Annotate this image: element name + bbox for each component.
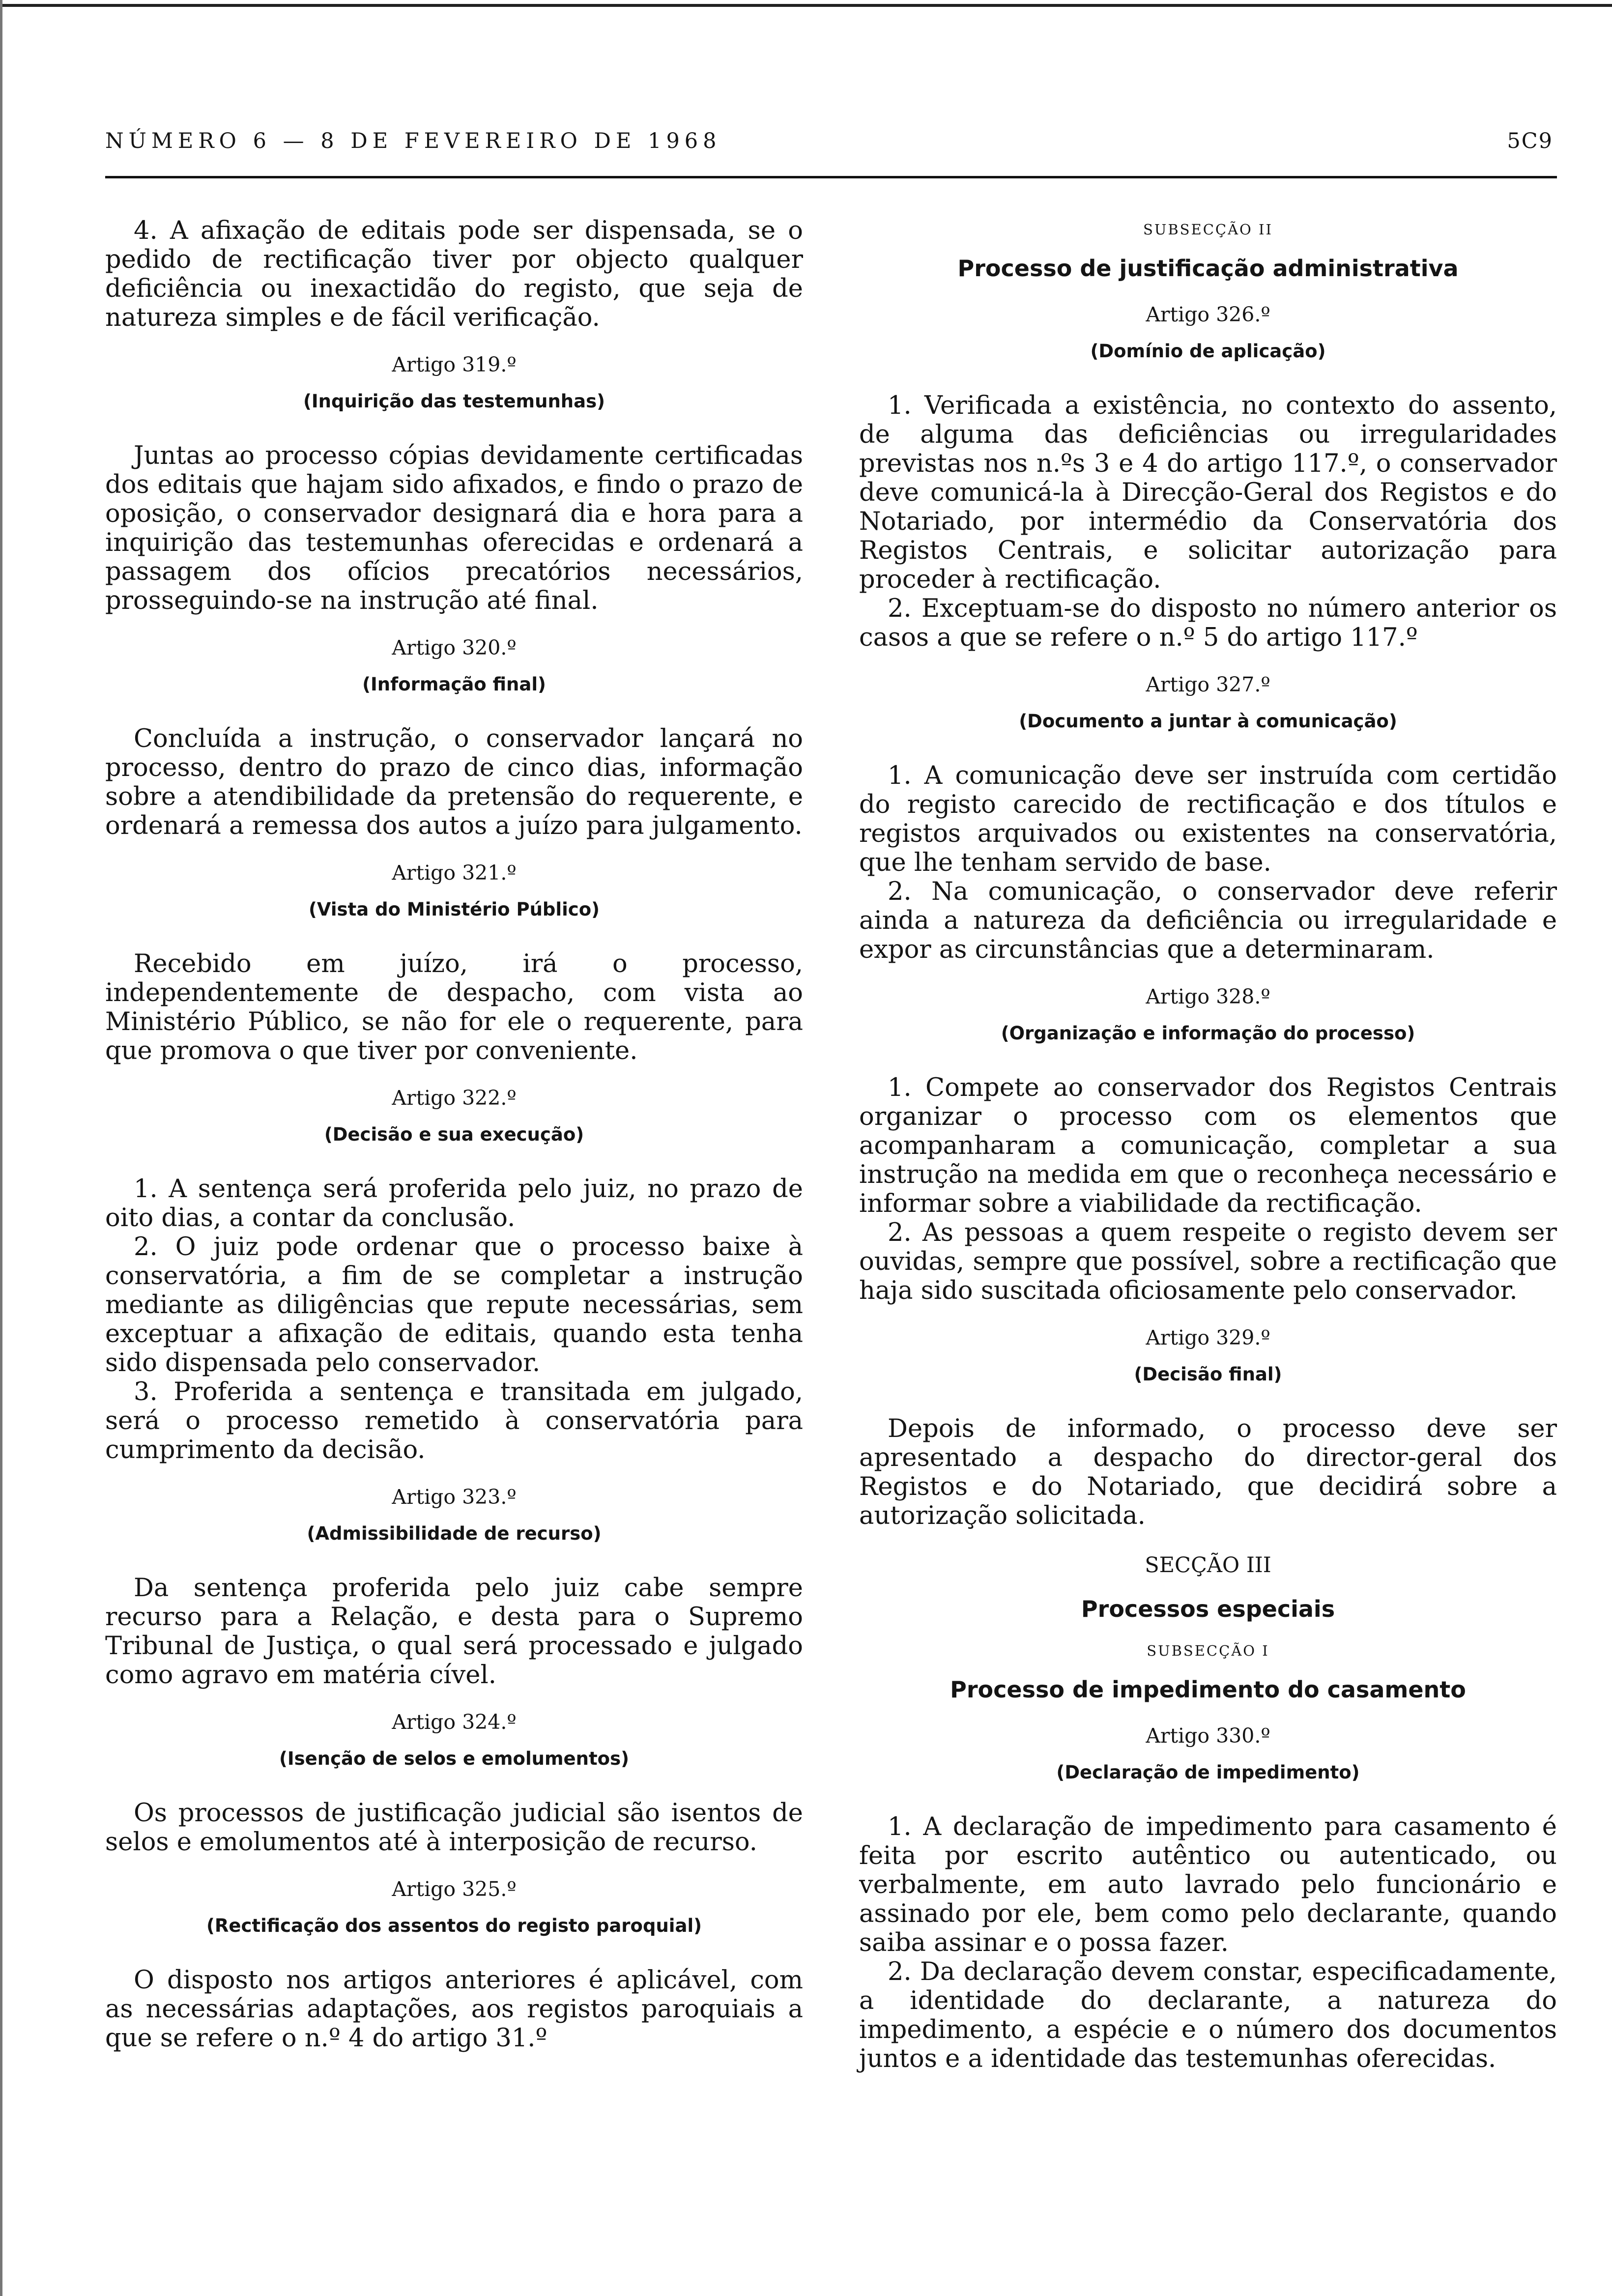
left-column <box>105 216 803 2053</box>
article-number: Artigo 325.º <box>392 1877 517 1901</box>
article-number: Artigo 329.º <box>1146 1326 1270 1349</box>
paragraph: Da sentença proferida pelo juiz cabe sempre recurso para a Relação, e desta para o Supremo Tribunal de Justiça, o qual será processado e julgado como agravo em matéria cível. <box>105 1574 803 1690</box>
header-title: NÚMERO 6 — 8 DE FEVEREIRO DE 1968 <box>105 129 721 153</box>
article-heading: (Rectificação dos assentos do registo paroquial) <box>206 1915 702 1936</box>
article-number: Artigo 327.º <box>1146 673 1270 696</box>
paragraph: 2. Exceptuam-se do disposto no número anterior os casos a que se refere o n.º 5 do artigo 117.º <box>859 594 1557 652</box>
left-border <box>0 0 2 2296</box>
article-number: Artigo 328.º <box>1146 985 1270 1008</box>
article-number: Artigo 330.º <box>1146 1724 1270 1748</box>
paragraph: Concluída a instrução, o conservador lançará no processo, dentro do prazo de cinco dias, informação sobre a atendibilidade da pretensão do requerente, e ordenará a remessa dos autos a juízo para julgamento. <box>105 724 803 840</box>
paragraph: 2. Na comunicação, o conservador deve referir ainda a natureza da deficiência ou irregularidade e expor as circunstâncias que a determinaram. <box>859 877 1557 964</box>
paragraph: 1. A sentença será proferida pelo juiz, no prazo de oito dias, a contar da conclusão. <box>105 1175 803 1233</box>
page-header <box>105 129 1553 163</box>
header-rule <box>105 176 1557 178</box>
section-label: SECÇÃO III <box>1145 1553 1271 1578</box>
article-number: Artigo 319.º <box>392 353 517 376</box>
paragraph: 2. As pessoas a quem respeite o registo devem ser ouvidas, sempre que possível, sobre a rectificação que haja sido suscitada oficiosamente pelo conservador. <box>859 1218 1557 1305</box>
article-number: Artigo 324.º <box>392 1710 517 1734</box>
article-heading: (Isenção de selos e emolumentos) <box>279 1748 629 1769</box>
article-number: Artigo 323.º <box>392 1485 517 1509</box>
process-title: Processo de justificação administrativa <box>957 255 1459 282</box>
article-heading: (Decisão final) <box>1134 1364 1282 1385</box>
article-heading: (Documento a juntar à comunicação) <box>1019 711 1397 732</box>
paragraph: 2. O juiz pode ordenar que o processo baixe à conservatória, a fim de se completar a instrução mediante as diligências que repute necessárias, sem exceptuar a afixação de editais, quando esta tenha sido dispensada pelo conservador. <box>105 1233 803 1378</box>
article-number: Artigo 320.º <box>392 636 517 660</box>
article-heading: (Decisão e sua execução) <box>324 1124 584 1145</box>
right-column <box>859 216 1557 2073</box>
subsection-label: SUBSECÇÃO I <box>1147 1642 1269 1659</box>
article-heading: (Domínio de aplicação) <box>1090 341 1326 362</box>
article-heading: (Admissibilidade de recurso) <box>307 1523 602 1544</box>
top-border <box>0 4 1612 7</box>
article-heading: (Vista do Ministério Público) <box>308 899 600 920</box>
paragraph: 3. Proferida a sentença e transitada em julgado, será o processo remetido à conservatória para cumprimento da decisão. <box>105 1378 803 1464</box>
article-heading: (Declaração de impedimento) <box>1056 1762 1360 1783</box>
paragraph: 1. A comunicação deve ser instruída com certidão do registo carecido de rectificação e dos títulos e registos arquivados ou existentes na conservatória, que lhe tenham servido de base. <box>859 761 1557 877</box>
paragraph: O disposto nos artigos anteriores é aplicável, com as necessárias adaptações, aos registos paroquiais a que se refere o n.º 4 do artigo 31.º <box>105 1966 803 2053</box>
paragraph: 1. Verificada a existência, no contexto do assento, de alguma das deficiências ou irregularidades previstas nos n.ºs 3 e 4 do artigo 117.º, o conservador deve comunicá-la à Direcção-Geral dos Registos e do Notariado, por intermédio da Conservatória dos Registos Centrais, e solicitar autorização para proceder à rectificação. <box>859 391 1557 594</box>
paragraph: Juntas ao processo cópias devidamente certificadas dos editais que hajam sido afixados, e findo o prazo de oposição, o conservador designará dia e hora para a inquirição das testemunhas oferecidas e ordenará a passagem dos ofícios precatórios necessários, prosseguindo-se na instrução até final. <box>105 441 803 615</box>
article-number: Artigo 326.º <box>1146 303 1270 326</box>
article-number: Artigo 322.º <box>392 1086 517 1110</box>
paragraph: 4. A afixação de editais pode ser dispensada, se o pedido de rectificação tiver por objecto qualquer deficiência ou inexactidão do registo, que seja de natureza simples e de fácil verificação. <box>105 216 803 332</box>
section-title: Processos especiais <box>1081 1596 1335 1622</box>
article-heading: (Organização e informação do processo) <box>1001 1023 1415 1044</box>
subsection-label: SUBSECÇÃO II <box>1143 221 1273 238</box>
paragraph: Recebido em juízo, irá o processo, independentemente de despacho, com vista ao Ministério Público, se não for ele o requerente, para que promova o que tiver por conveniente. <box>105 949 803 1065</box>
paragraph: Depois de informado, o processo deve ser apresentado a despacho do director-geral dos Registos e do Notariado, que decidirá sobre a autorização solicitada. <box>859 1414 1557 1530</box>
paragraph: 1. A declaração de impedimento para casamento é feita por escrito autêntico ou autenticado, ou verbalmente, em auto lavrado pelo funcionário e assinado por ele, bem como pelo declarante, quando saiba assinar e o possa fazer. <box>859 1812 1557 1957</box>
article-number: Artigo 321.º <box>392 861 517 885</box>
article-heading: (Informação final) <box>362 674 546 695</box>
paragraph: 2. Da declaração devem constar, especificadamente, a identidade do declarante, a natureza do impedimento, a espécie e o número dos documentos juntos e a identidade das testemunhas oferecidas. <box>859 1957 1557 2073</box>
article-heading: (Inquirição das testemunhas) <box>303 391 605 412</box>
paragraph: 1. Compete ao conservador dos Registos Centrais organizar o processo com os elementos que acompanharam a comunicação, completar a sua instrução na medida em que o reconheça necessário e informar sobre a viabilidade da rectificação. <box>859 1073 1557 1218</box>
page-number: 5C9 <box>1507 129 1553 153</box>
paragraph: Os processos de justificação judicial são isentos de selos e emolumentos até à interposição de recurso. <box>105 1799 803 1857</box>
process-title: Processo de impedimento do casamento <box>950 1676 1466 1703</box>
